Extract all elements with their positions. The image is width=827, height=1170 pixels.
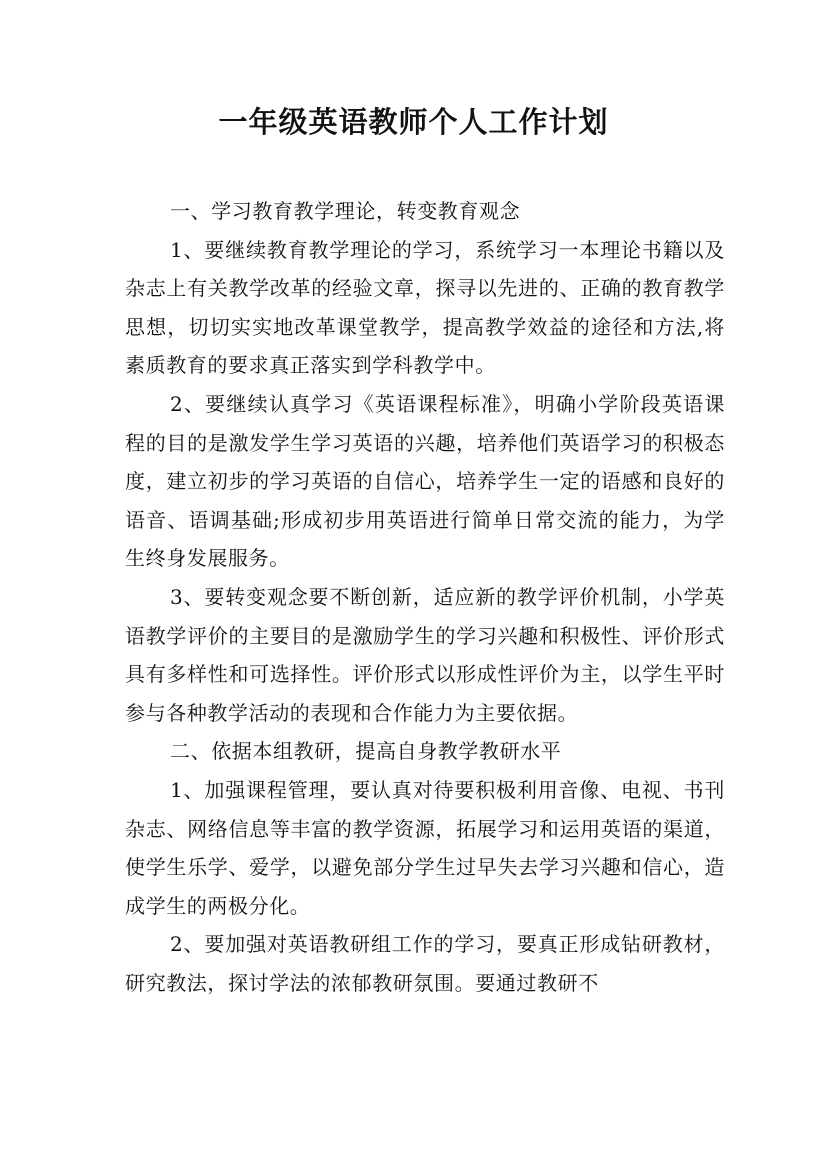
paragraph: 3、要转变观念要不断创新，适应新的教学评价机制，小学英语教学评价的主要目的是激励学生的学习兴趣和积极性、评价形式具有多样性和可选择性。评价形式以形成性评价为主，以学生平时参与各种教学活动的表现和合作能力为主要依据。 bbox=[125, 584, 725, 725]
section-heading: 二、依据本组教研，提高自身教学教研水平 bbox=[170, 739, 562, 764]
paragraph: 1、要继续教育教学理论的学习，系统学习一本理论书籍以及杂志上有关教学改革的经验文章，探寻以先进的、正确的教育教学思想，切切实实地改革课堂教学，提高教学效益的途径和方法,将素质教育的要求真正落实到学科教学中。 bbox=[125, 237, 725, 378]
document-body bbox=[125, 192, 725, 1002]
paragraph: 2、要继续认真学习《英语课程标准》，明确小学阶段英语课程的目的是激发学生学习英语的兴趣，培养他们英语学习的积极态度，建立初步的学习英语的自信心，培养学生一定的语感和良好的语音、语调基础;形成初步用英语进行简单日常交流的能力，为学生终身发展服务。 bbox=[125, 391, 725, 571]
document-title: 一年级英语教师个人工作计划 bbox=[218, 105, 609, 139]
paragraph: 1、加强课程管理，要认真对待要积极利用音像、电视、书刊杂志、网络信息等丰富的教学资源，拓展学习和运用英语的渠道，使学生乐学、爱学，以避免部分学生过早失去学习兴趣和信心，造成学生的两极分化。 bbox=[125, 777, 725, 918]
paragraph: 2、要加强对英语教研组工作的学习，要真正形成钻研教材，研究教法，探讨学法的浓郁教研氛围。要通过教研不 bbox=[125, 932, 725, 995]
section-heading: 一、学习教育教学理论，转变教育观念 bbox=[170, 199, 521, 223]
